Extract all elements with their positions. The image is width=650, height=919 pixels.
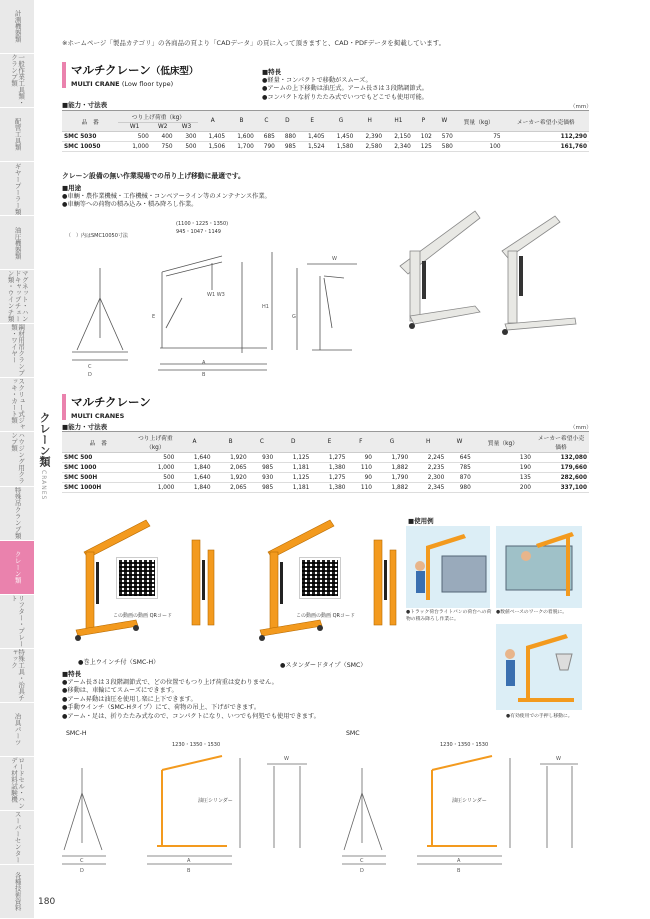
cell-a: 1,640 [176,453,212,463]
uses-heading: ■用途 [62,184,82,192]
cell-a: 1,840 [176,463,212,473]
dim-e: E [152,314,156,320]
cell-h: 2,245 [410,453,446,463]
qr-code-smc[interactable] [300,558,340,598]
spec-heading: ■能力・寸法表 [62,101,108,109]
cell-g: 1,450 [327,132,356,142]
th-d: D [277,111,298,132]
cell-a: 1,640 [176,473,212,483]
uses-low-floor [62,184,271,210]
cell-price: 132,080 [533,453,589,463]
features-multi-cranes [62,670,320,722]
th-h: H [355,111,384,132]
diagram-label-smch: SMC-H [66,730,87,737]
dim-h: H1 [262,304,269,310]
cell-w: 870 [446,473,472,483]
cell-c: 985 [249,463,275,473]
th-w3: W3 [175,123,199,132]
feature-item: ●手動ウインチ（SMC-Hタイプ）にて、荷物の吊上、下げができます。 [62,704,261,712]
cell-weight: 200 [473,483,533,493]
cell-w3: 300 [175,132,199,142]
cell-w3: 500 [175,142,199,152]
title-en-sub: (Low floor type) [121,80,174,88]
cell-e: 1,380 [311,463,347,473]
cell-w2: 400 [151,132,175,142]
cell-weight: 100 [455,142,503,152]
cell-weight: 135 [473,473,533,483]
cell-c: 985 [249,483,275,493]
sidebar-tab[interactable]: 特殊吊クランプ類 [0,487,34,541]
dim-d-smc: D [360,868,364,874]
sidebar-tab[interactable]: 特殊工具・治具チャック [0,649,34,703]
section-title-multi-cranes [62,394,151,420]
cell-a: 1,506 [198,142,227,152]
sidebar-tab[interactable]: 油圧機器類 [0,216,34,270]
cell-model: SMC 5030 [62,132,118,142]
spec-heading: ■能力・寸法表 [62,423,108,431]
cell-p: 102 [413,132,434,142]
cell-cap: 500 [134,473,176,483]
cell-c: 930 [249,453,275,463]
th-w2: W2 [151,123,175,132]
cell-h: 2,235 [410,463,446,473]
diagram-dims-top: (1100・1225・1350) [176,221,229,227]
cell-model: SMC 1000H [62,483,134,493]
dim-b: B [202,372,206,378]
cell-w: 980 [446,483,472,493]
cell-g: 1,580 [327,142,356,152]
diagram-dims-top-smc: 1230・1350・1530 [440,742,489,748]
cell-b: 1,920 [213,453,249,463]
section-label: クレーン類 [38,412,51,467]
title: マルチクレーン [71,63,151,77]
cell-g: 1,790 [374,453,410,463]
cell-cap: 1,000 [134,483,176,493]
feature-item: ●軽量・コンパクトで移動がスムーズ。 [262,76,372,84]
th-b: B [227,111,256,132]
th-w: W [434,111,455,132]
feature-item: ●移動は、車輪にてスムーズにできます。 [62,687,178,695]
use-case-truck-illustration [406,526,490,608]
cell-e: 1,524 [298,142,327,152]
use-case-caption: ●有効使用での手押し移動に。 [506,714,573,719]
cell-cap: 500 [134,453,176,463]
cell-g: 1,882 [374,463,410,473]
cell-weight: 130 [473,453,533,463]
dim-b-smch: B [187,868,191,874]
sidebar-tab[interactable]: 一般作業工具類・クランプ類 [0,54,34,108]
cell-a: 1,840 [176,483,212,493]
cell-price: 161,760 [503,142,589,152]
dim-d-smch: D [80,868,84,874]
cell-c: 790 [256,142,277,152]
spec-table-low-floor [62,110,589,152]
feature-item: ●アーム昇動は油圧を使用し楽に上下できます。 [62,695,197,703]
sidebar-tab[interactable]: ハウジング用クランプ類 [0,432,34,486]
sidebar-tab[interactable]: ロードセル・ハンディ材料試験機 [0,757,34,811]
th-price: メーカー希望小売価格 [533,432,589,453]
th-price: メーカー希望小売価格 [503,111,589,132]
cell-e: 1,405 [298,132,327,142]
th-a: A [198,111,227,132]
cell-e: 1,275 [311,473,347,483]
dim-a: A [202,360,206,366]
cell-e: 1,380 [311,483,347,493]
cell-w2: 750 [151,142,175,152]
title-en: MULTI CRANES [71,412,125,420]
qr-label-smch: この動画の動画 QRコード [113,613,173,619]
cell-d: 1,125 [275,473,311,483]
diagram-label-smc: SMC [346,730,360,737]
cell-b: 1,920 [213,473,249,483]
table-row [62,453,589,463]
th-g: G [374,432,410,453]
diagram-dims-top2: 945・1047・1149 [176,229,221,235]
crane-smch-side-photo [178,530,228,640]
th-e: E [311,432,347,453]
cell-f: 90 [348,473,374,483]
dim-w-loads: W1 W3 [207,292,225,298]
cell-b: 2,065 [213,483,249,493]
cell-h: 2,390 [355,132,384,142]
table-row [62,473,589,483]
use-case-caption: ●数値ベースのワークの着脱に。 [496,610,568,615]
th-w: W [446,432,472,453]
cell-a: 1,405 [198,132,227,142]
th-capacity: つり上げ荷重（kg） [134,432,176,453]
low-floor-dimension-diagram [62,238,372,378]
sidebar-tab[interactable]: 各種技術資料 [0,865,34,919]
dim-w-smc: W [556,756,561,762]
cell-w: 785 [446,463,472,473]
th-f: F [348,432,374,453]
th-h1: H1 [384,111,413,132]
cell-weight: 75 [455,132,503,142]
th-weight: 質量（kg） [455,111,503,132]
title: マルチクレーン [71,395,151,409]
tagline: クレーン設備の無い作業現場での吊り上げ移動に最適です。 [62,172,245,180]
cylinder-label-smc: 油圧シリンダー [452,798,487,804]
cell-f: 90 [348,453,374,463]
use-case-caption: ●トラック荷台ライトバンの荷台への荷物の積み降ろし作業に。 [406,610,492,622]
sidebar-tab[interactable]: 配管工具類 [0,108,34,162]
sidebar-tab[interactable]: スーパーセンター [0,811,34,865]
cell-w1: 500 [118,132,150,142]
cell-d: 880 [277,132,298,142]
dim-c-smc: C [360,858,364,864]
section-title-low-floor [62,62,198,88]
caption-smc: ●スタンダードタイプ（SMC） [280,662,367,669]
cell-price: 179,660 [533,463,589,473]
th-weight: 質量（kg） [473,432,533,453]
table-row [62,142,589,152]
use-item: ●車輌等への荷物の積み込み・積み降ろし作業。 [62,201,198,209]
multi-cranes-dimension-diagram [62,748,590,876]
sidebar-tab[interactable]: リフター・プレート [0,595,34,649]
cell-f: 110 [348,463,374,473]
cell-w1: 1,000 [118,142,150,152]
unit-label: （mm） [570,425,592,431]
th-g: G [327,111,356,132]
cell-b: 2,065 [213,463,249,473]
th-e: E [298,111,327,132]
th-d: D [275,432,311,453]
caption-smch: ●巻上ウインチ付（SMC-H） [78,659,160,666]
feature-item: ●アームの上下移動は油圧式。アーム長さは３段階調節式。 [262,85,428,93]
sidebar-index [0,0,34,919]
table-row [62,132,589,142]
cell-h: 2,345 [410,483,446,493]
spec-table-multi-cranes [62,431,589,493]
dim-c: C [88,364,92,370]
dim-w-smch: W [284,756,289,762]
cell-cap: 1,000 [134,463,176,473]
diagram-dims-top-smch: 1230・1350・1530 [172,742,221,748]
feature-item: ●アーム・足は、折りたたみ式なので、コンパクトになり、いつでも何処でも使用できます。 [62,712,320,720]
features-heading: ■特長 [262,68,282,76]
cell-g: 1,882 [374,483,410,493]
cell-h1: 2,340 [384,142,413,152]
cad-notice: ※ホームページ「製品カテゴリ」の各商品の頁より「CADデータ」の頁に入って頂きますと、CAD・PDFデータを掲載しています。 [62,39,446,47]
section-label-en: CRANES [40,470,47,501]
dim-a-smch: A [187,858,191,864]
sidebar-tab[interactable]: 計測機器類 [0,0,34,54]
cell-h: 2,300 [410,473,446,483]
dim-d: D [88,372,92,378]
cell-h1: 2,150 [384,132,413,142]
sidebar-tab[interactable]: クレーン類 [0,541,34,595]
title-sub: （低床型） [150,66,199,77]
title-en: MULTI CRANE [71,80,120,88]
sidebar-tab[interactable]: ギヤープーラー類 [0,162,34,216]
cell-b: 1,700 [227,142,256,152]
cylinder-label-smch: 油圧シリンダー [198,798,233,804]
use-cases-heading: ■使用例 [408,517,434,525]
use-case-push-illustration [496,624,582,710]
cell-c: 930 [249,473,275,483]
cell-e: 1,275 [311,453,347,463]
dim-g: G [292,314,296,320]
sidebar-tab[interactable]: 鋼材用吊クランプ類・ワイヤー [0,324,34,378]
diagram-note: （ ）内はSMC10050寸法 [66,233,128,239]
th-b: B [213,432,249,453]
features-heading: ■特長 [62,670,82,678]
dim-a-smc: A [457,858,461,864]
sidebar-tab[interactable]: マグネット・ハンドキャップチェーン類・ウインチ類 [0,270,34,324]
unit-label: （mm） [570,104,592,110]
th-w1: W1 [118,123,150,132]
qr-code-smch[interactable] [117,558,157,598]
th-c: C [249,432,275,453]
qr-label-smc: この動画の動画 QRコード [296,613,356,619]
cell-d: 1,125 [275,453,311,463]
cell-f: 110 [348,483,374,493]
th-a: A [176,432,212,453]
cell-b: 1,600 [227,132,256,142]
cell-d: 985 [277,142,298,152]
cell-model: SMC 10050 [62,142,118,152]
cell-g: 1,790 [374,473,410,483]
crane-smc-side-photo [360,530,410,640]
cell-model: SMC 500H [62,473,134,483]
use-case-machine-illustration [496,526,582,608]
feature-item: ●コンパクトな折りたたみ式でいつでもどこでも使用可能。 [262,93,428,101]
page-number: 180 [38,897,56,907]
dim-b-smc: B [457,868,461,874]
cell-model: SMC 500 [62,453,134,463]
cell-model: SMC 1000 [62,463,134,473]
cell-w: 570 [434,132,455,142]
th-c: C [256,111,277,132]
th-model: 品 番 [62,432,134,453]
th-capacity: つり上げ荷重（kg） [118,111,198,123]
cell-h: 2,580 [355,142,384,152]
th-model: 品 番 [62,111,118,132]
table-row [62,483,589,493]
dim-c-smch: C [80,858,84,864]
cell-d: 1,181 [275,463,311,473]
cell-price: 112,290 [503,132,589,142]
cell-price: 337,100 [533,483,589,493]
sidebar-tab[interactable]: 冶具パーツ [0,703,34,757]
table-row [62,463,589,473]
cell-w: 645 [446,453,472,463]
cell-d: 1,181 [275,483,311,493]
th-p: P [413,111,434,132]
sidebar-tab[interactable]: スクリュー式ジャッキ・カート類 [0,378,34,432]
cell-weight: 190 [473,463,533,473]
feature-item: ●アーム長さは３段階調節式で、どの位置でもつり上げ荷重は変わりません。 [62,678,278,686]
cell-c: 685 [256,132,277,142]
cell-w: 580 [434,142,455,152]
features-low-floor [262,68,428,102]
cell-p: 125 [413,142,434,152]
th-h: H [410,432,446,453]
use-item: ●車輌・農作業機械・工作機械・コンベアーライン等のメンテナンス作業。 [62,192,271,200]
dim-w: W [332,256,337,262]
cell-price: 282,600 [533,473,589,483]
low-floor-crane-photo [380,196,580,346]
